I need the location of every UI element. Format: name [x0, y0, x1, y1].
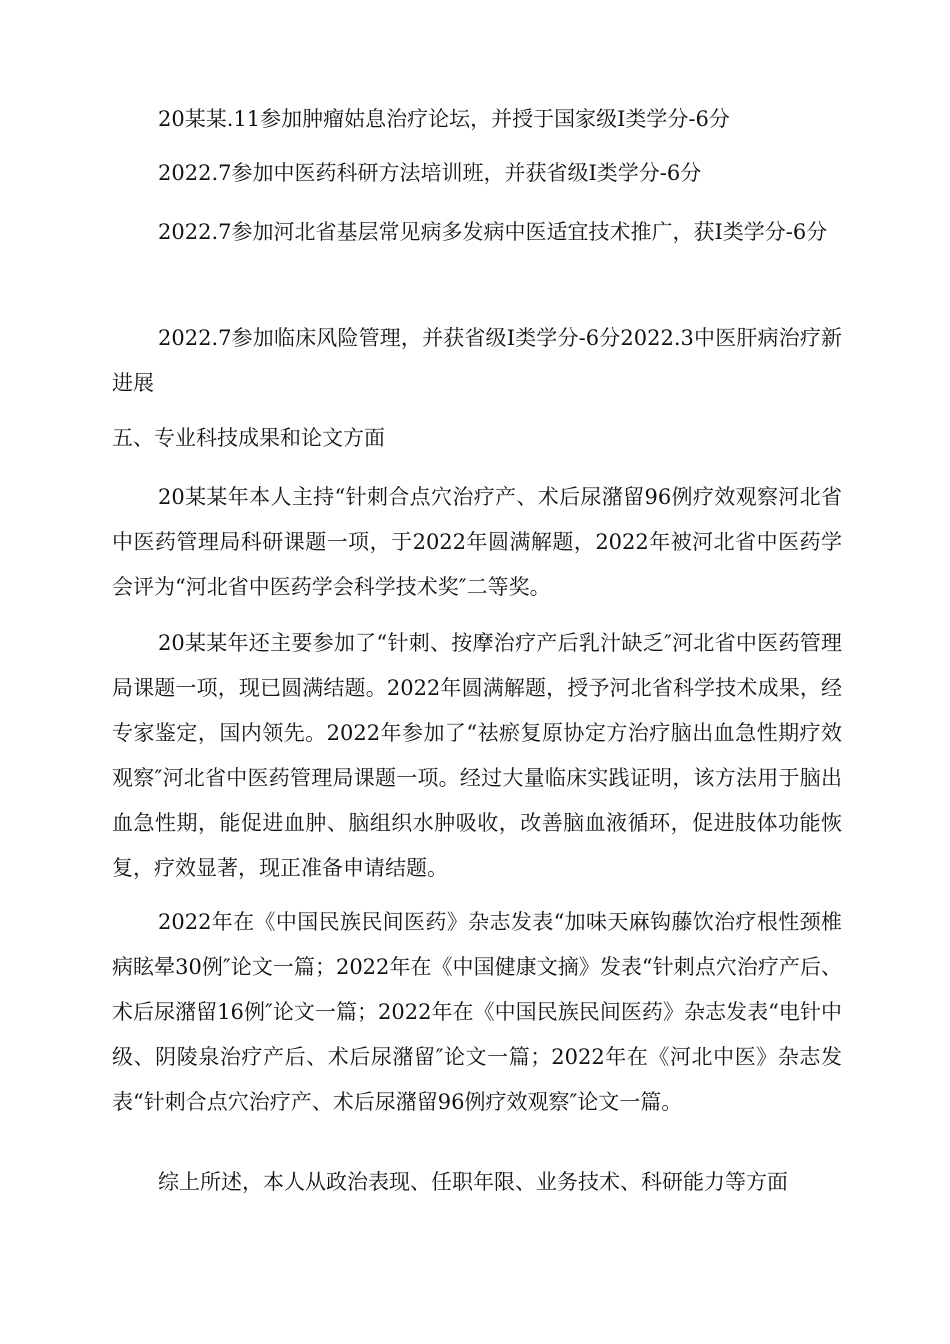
- paragraph-training-2: 2022.7参加中医药科研方法培训班，并获省级Ⅰ类学分-6分: [158, 161, 702, 185]
- paragraph-publications: 2022年在《中国民族民间医药》杂志发表“加味天麻钩藤饮治疗根性颈椎病眩晕30例″论文一篇；2022年在《中国健康文摘》发表“针刺点穴治疗产后、术后尿潴留16例″论文一篇；2022年在《中国民族民间医药》杂志发表“电针中级、阴陵泉治疗产后、术后尿潴留″论文一篇；2022年在《河北中医》杂志发表“针刺合点穴治疗产、术后尿潴留96例疗效观察″论文一篇。: [112, 910, 842, 1114]
- paragraph-training-1: 20某某.11参加肿瘤姑息治疗论坛，并授于国家级Ⅰ类学分-6分: [158, 107, 730, 131]
- paragraph-training-3: 2022.7参加河北省基层常见病多发病中医适宜技术推广，获Ⅰ类学分-6分: [158, 220, 828, 244]
- paragraph-research-2: 20某某年还主要参加了“针刺、按摩治疗产后乳汁缺乏″河北省中医药管理局课题一项，现已圆满结题。2022年圆满解题，授予河北省科学技术成果，经专家鉴定，国内领先。2022年参加了“祛瘀复原协定方治疗脑出血急性期疗效观察″河北省中医药管理局课题一项。经过大量临床实践证明，该方法用于脑出血急性期，能促进血肿、脑组织水肿吸收，改善脑血液循环，促进肢体功能恢复，疗效显著，现正准备申请结题。: [112, 631, 842, 880]
- section-heading: 五、专业科技成果和论文方面: [112, 426, 385, 450]
- paragraph-training-4: 2022.7参加临床风险管理，并获省级Ⅰ类学分-6分2022.3中医肝病治疗新进展: [112, 326, 842, 395]
- paragraph-research-1: 20某某年本人主持“针刺合点穴治疗产、术后尿潴留96例疗效观察河北省中医药管理局科研课题一项，于2022年圆满解题，2022年被河北省中医药学会评为“河北省中医药学会科学技术奖″二等奖。: [112, 485, 842, 599]
- paragraph-summary: 综上所述，本人从政治表现、任职年限、业务技术、科研能力等方面: [158, 1170, 788, 1194]
